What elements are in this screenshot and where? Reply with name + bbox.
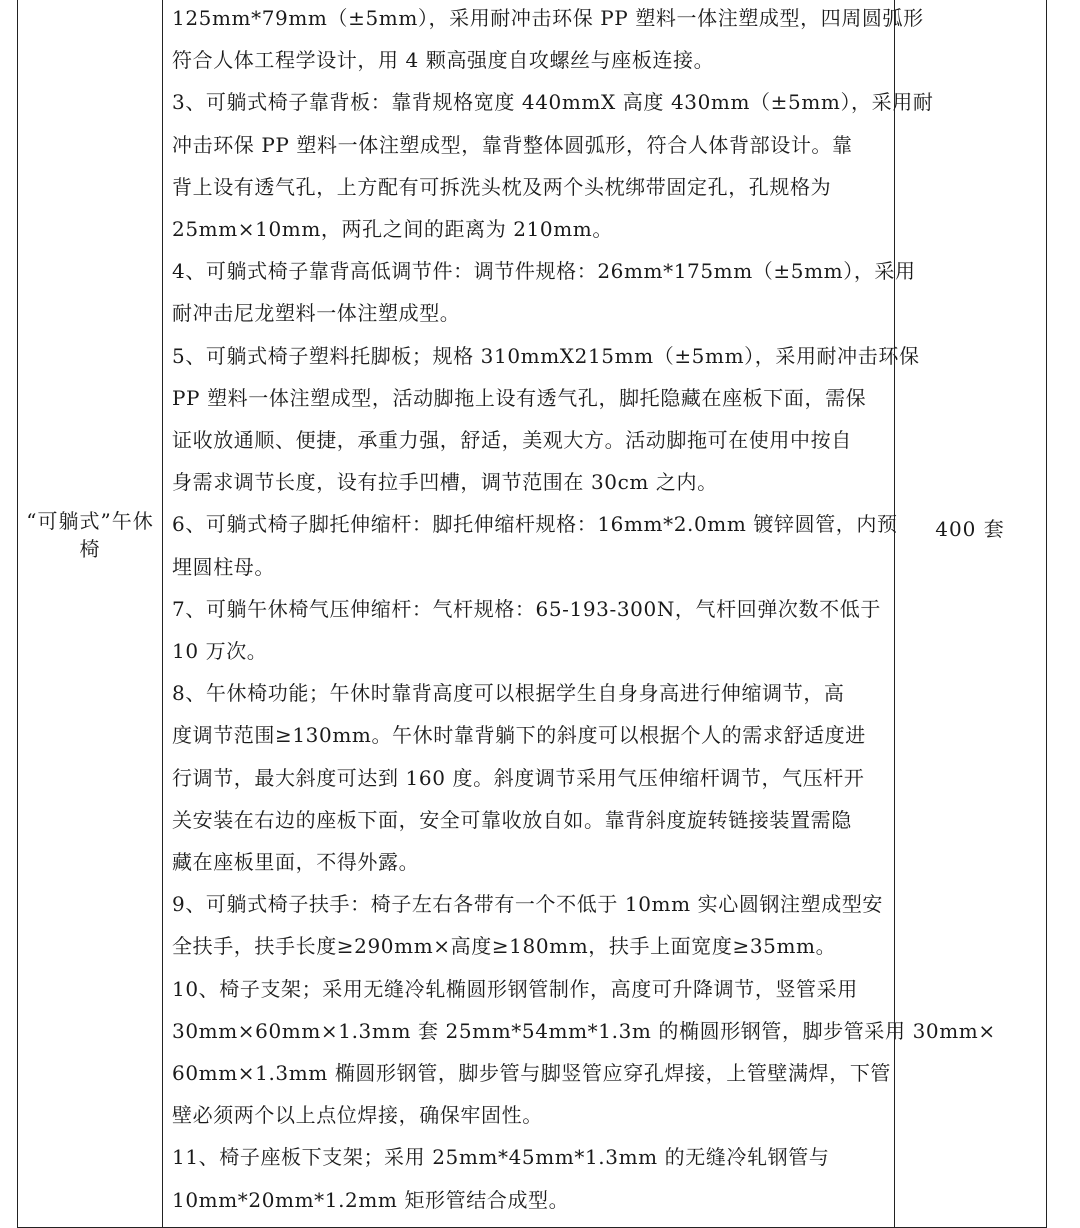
quantity-cell <box>894 515 1046 543</box>
spec-line: 10、椅子支架；采用无缝冷轧椭圆形钢管制作，高度可升降调节，竖管采用 <box>172 976 858 1001</box>
spec-line: 5、可躺式椅子塑料托脚板；规格 310mmX215mm（±5mm），采用耐冲击环保 <box>172 343 920 368</box>
spec-line: 耐冲击尼龙塑料一体注塑成型。 <box>172 301 461 326</box>
spec-line: 60mm×1.3mm 椭圆形钢管，脚步管与脚竖管应穿孔焊接，上管壁满焊，下管 <box>172 1061 892 1085</box>
spec-line: 藏在座板里面，不得外露。 <box>172 850 420 874</box>
spec-line: 11、椅子座板下支架；采用 25mm*45mm*1.3mm 的无缝冷轧钢管与 <box>172 1145 830 1170</box>
spec-line: 6、可躺式椅子脚托伸缩杆：脚托伸缩杆规格：16mm*2.0mm 镀锌圆管，内预 <box>172 512 898 537</box>
spec-line: 度调节范围≥130mm。午休时靠背躺下的斜度可以根据个人的需求舒适度进 <box>172 723 866 748</box>
spec-line: 3、可躺式椅子靠背板：靠背规格宽度 440mmX 高度 430mm（±5mm），采用耐 <box>172 90 934 115</box>
spec-line: 8、午休椅功能；午休时靠背高度可以根据学生自身身高进行伸缩调节，高 <box>172 681 845 706</box>
spec-line: 全扶手，扶手长度≥290mm×高度≥180mm，扶手上面宽度≥35mm。 <box>172 934 837 959</box>
spec-line: 符合人体工程学设计，用 4 颗高强度自攻螺丝与座板连接。 <box>172 48 715 73</box>
spec-line: 身需求调节长度，设有拉手凹槽，调节范围在 30cm 之内。 <box>172 470 718 495</box>
spec-line: 证收放通顺、便捷，承重力强，舒适，美观大方。活动脚拖可在使用中按自 <box>172 428 852 452</box>
column-divider-left <box>162 0 163 1227</box>
spec-line: 冲击环保 PP 塑料一体注塑成型，靠背整体圆弧形，符合人体背部设计。靠 <box>172 132 853 157</box>
spec-line: 30mm×60mm×1.3mm 套 25mm*54mm*1.3m 的椭圆形钢管，脚步管采用 30mm× <box>172 1018 996 1043</box>
item-name-cell <box>18 507 162 563</box>
spec-line: 行调节，最大斜度可达到 160 度。斜度调节采用气压伸缩杆调节，气压杆开 <box>172 765 865 790</box>
spec-line: 7、可躺午休椅气压伸缩杆：气杆规格：65-193-300N，气杆回弹次数不低于 <box>172 596 881 621</box>
item-name: “可躺式”午休椅 <box>26 509 154 561</box>
spec-line: 10 万次。 <box>172 639 268 663</box>
spec-table <box>17 0 1047 1228</box>
spec-line: 10mm*20mm*1.2mm 矩形管结合成型。 <box>172 1187 570 1212</box>
spec-line: 9、可躺式椅子扶手：椅子左右各带有一个不低于 10mm 实心圆钢注塑成型安 <box>172 892 884 917</box>
spec-line: 125mm*79mm（±5mm），采用耐冲击环保 PP 塑料一体注塑成型，四周圆弧形 <box>172 6 924 30</box>
spec-line: 背上设有透气孔，上方配有可拆洗头枕及两个头枕绑带固定孔，孔规格为 <box>172 174 832 199</box>
spec-line: PP 塑料一体注塑成型，活动脚拖上设有透气孔，脚托隐藏在座板下面，需保 <box>172 385 867 410</box>
spec-line: 埋圆柱母。 <box>172 554 275 579</box>
spec-line: 壁必须两个以上点位焊接，确保牢固性。 <box>172 1103 543 1128</box>
spec-line: 4、可躺式椅子靠背高低调节件：调节件规格：26mm*175mm（±5mm），采用 <box>172 259 916 284</box>
spec-line: 关安装在右边的座板下面，安全可靠收放自如。靠背斜度旋转链接装置需隐 <box>172 807 852 832</box>
spec-line: 25mm×10mm，两孔之间的距离为 210mm。 <box>172 217 613 241</box>
quantity-value: 400 套 <box>935 517 1005 541</box>
